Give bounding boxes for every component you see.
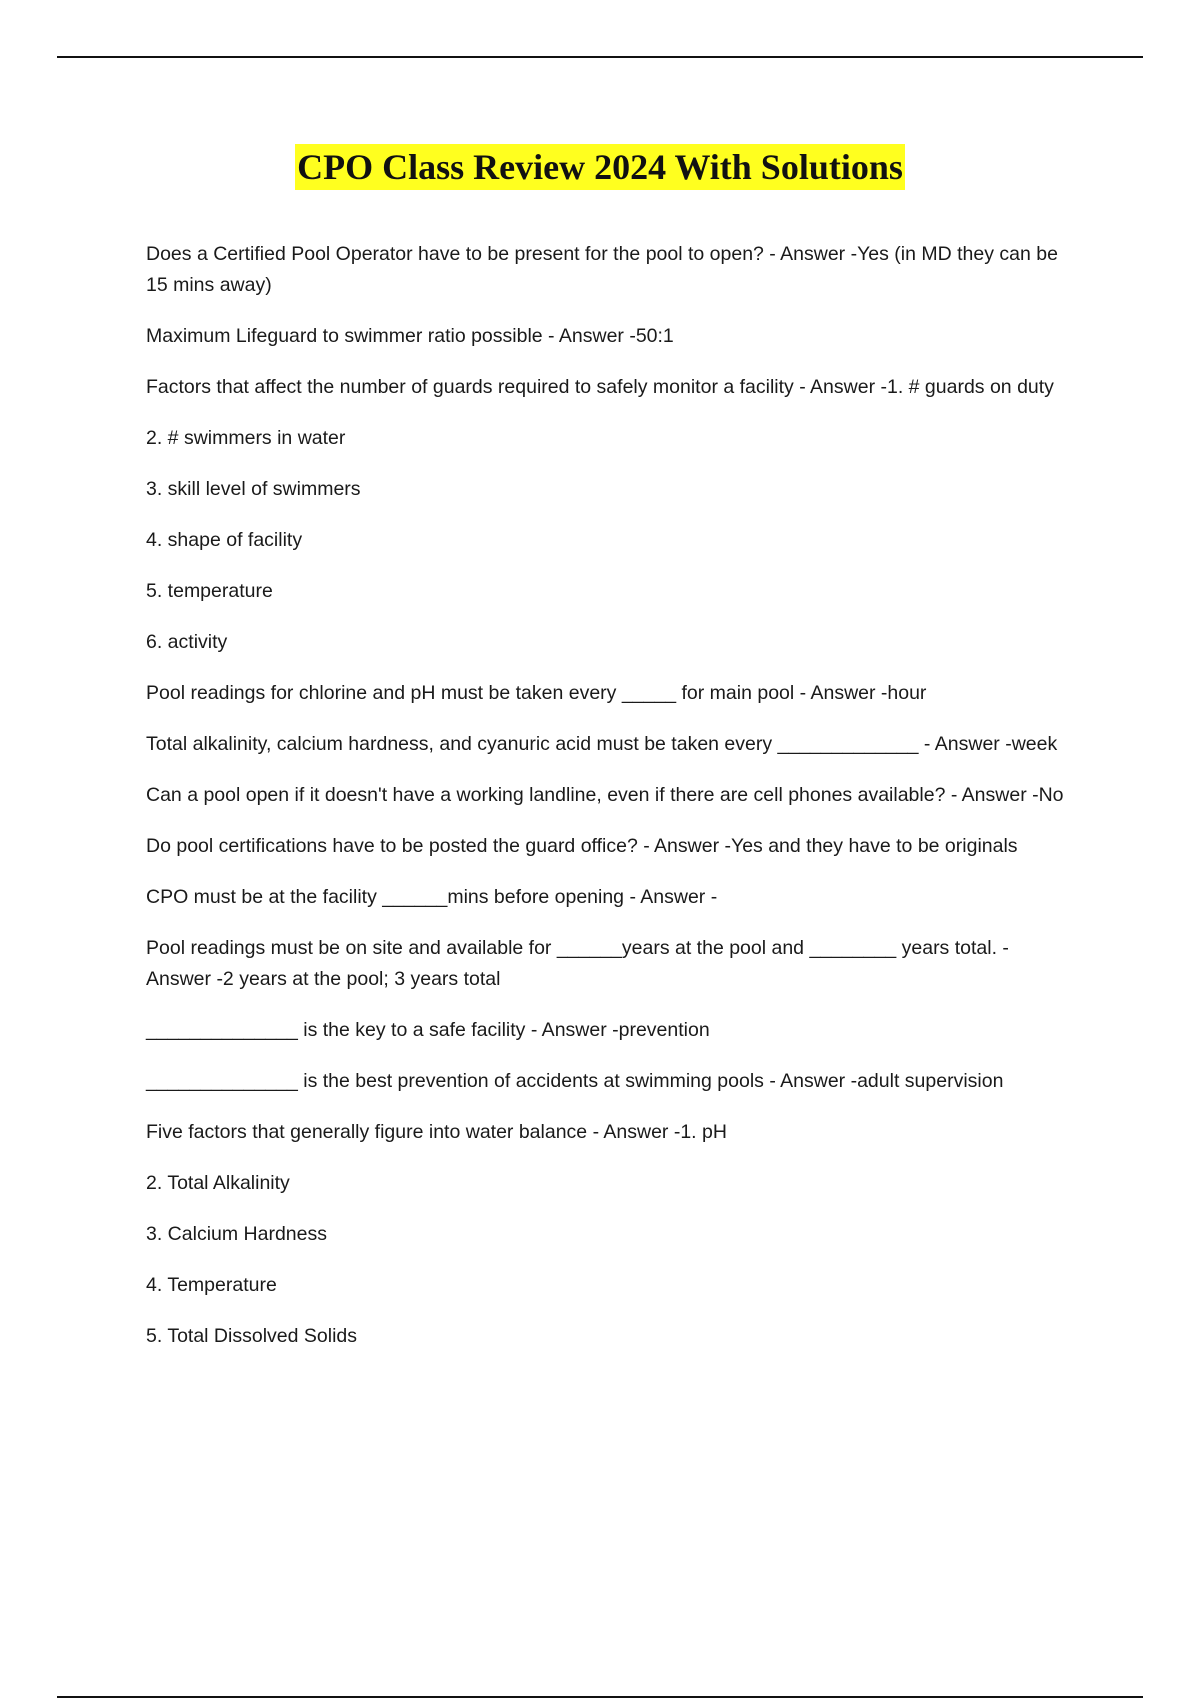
list-item: 6. activity <box>146 631 228 653</box>
list-item: 2. Total Alkalinity <box>146 1172 290 1194</box>
qa-paragraph: Maximum Lifeguard to swimmer ratio possible - Answer -50:1 <box>146 325 674 347</box>
qa-paragraph: Five factors that generally figure into water balance - Answer -1. pH <box>146 1121 727 1143</box>
list-item: 4. shape of facility <box>146 529 303 551</box>
document-body <box>146 239 1078 1372</box>
list-item: 5. temperature <box>146 580 273 602</box>
list-item: 2. # swimmers in water <box>146 427 346 449</box>
bottom-rule <box>57 1696 1143 1698</box>
qa-paragraph: CPO must be at the facility ______mins before opening - Answer - <box>146 886 718 908</box>
qa-paragraph: Pool readings must be on site and available for ______years at the pool and ________ years total. - Answer -2 years at the pool; 3 years total <box>146 937 1009 990</box>
qa-paragraph: Can a pool open if it doesn't have a working landline, even if there are cell phones available? - Answer -No <box>146 784 1064 806</box>
qa-paragraph: Does a Certified Pool Operator have to be present for the pool to open? - Answer -Yes (in MD they can be 15 mins away) <box>146 243 1058 296</box>
qa-paragraph: Total alkalinity, calcium hardness, and cyanuric acid must be taken every _____________ - Answer -week <box>146 733 1058 755</box>
qa-paragraph: Pool readings for chlorine and pH must be taken every _____ for main pool - Answer -hour <box>146 682 927 704</box>
document-title: CPO Class Review 2024 With Solutions <box>295 144 905 190</box>
list-item: 3. skill level of swimmers <box>146 478 361 500</box>
qa-paragraph: ______________ is the key to a safe facility - Answer -prevention <box>146 1019 710 1041</box>
title-container <box>0 144 1200 190</box>
qa-paragraph: Factors that affect the number of guards required to safely monitor a facility - Answer -1. # guards on duty <box>146 376 1054 398</box>
list-item: 3. Calcium Hardness <box>146 1223 327 1245</box>
top-rule <box>57 56 1143 58</box>
qa-paragraph: Do pool certifications have to be posted the guard office? - Answer -Yes and they have to be originals <box>146 835 1018 857</box>
qa-paragraph: ______________ is the best prevention of accidents at swimming pools - Answer -adult supervision <box>146 1070 1004 1092</box>
list-item: 5. Total Dissolved Solids <box>146 1325 357 1347</box>
list-item: 4. Temperature <box>146 1274 277 1296</box>
